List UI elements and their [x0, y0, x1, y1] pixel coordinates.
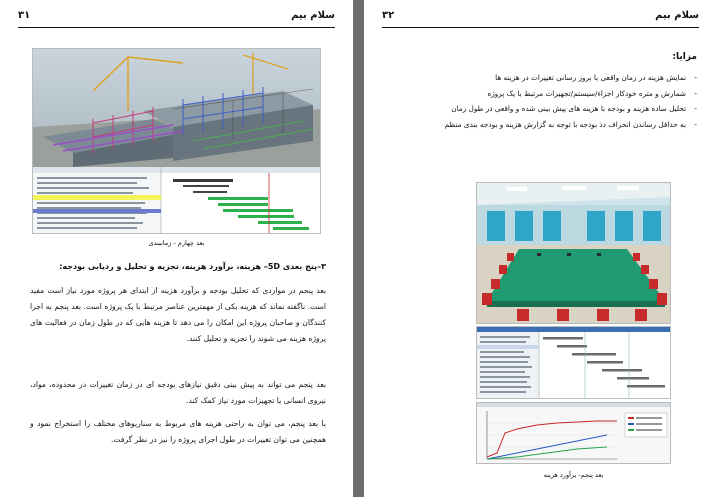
advantage-item: - به حداقل رساندن انحراف دذ بودجه با توجه به گزارش هزینه و بودجه بندی منظم — [407, 117, 697, 133]
meeting-room-image — [477, 183, 671, 324]
left-header-title: سلام بیم — [291, 10, 335, 21]
advantage-item: - شمارش و متره خودکار اجزاء/سیستم/تجهیزات مرتبط با یک پروژه — [407, 86, 697, 102]
right-page-number: ۳۲ — [382, 10, 395, 21]
right-running-head — [382, 10, 699, 28]
cost-curve-image — [477, 403, 671, 464]
cost-schedule-image — [477, 327, 671, 399]
cost-schedule-figure — [476, 326, 671, 399]
right-figure-caption: بعد پنجم- برآورد هزینه — [543, 471, 604, 479]
left-figure-caption: بعد چهارم - زمانبندی — [148, 239, 205, 247]
section-heading: ۳–پنج بعدی 5D– هزینه، برآورد هزینه، تجزیه و تحلیل و ردیابی بودجه: — [59, 262, 326, 271]
bim-4d-figure — [32, 48, 321, 234]
advantages-list — [407, 70, 697, 132]
paragraph-1: بعد پنجم در مواردی که تحلیل بودجه و برآورد هزینه از ابتدای هر پروژه مورد نیاز است مفید است. ناگفته نماند که هزینه یکی از مهمترین عناصر مرتبط با یک پروژه است. بعد پنجم به اجرا کنندگان و صاحبان پروژه این امکان را می دهد تا هزینه هایی که در طول زمان در فعالیت های پروژه هزینه می شوند را تجزیه و تحلیل کنند. — [30, 286, 326, 343]
left-page-number: ۳۱ — [18, 10, 31, 21]
right-page — [364, 0, 717, 497]
left-running-head — [18, 10, 335, 28]
advantage-item: - نمایش هزینه در زمان واقعی با بروز رسانی تغییرات در هزینه ها — [407, 70, 697, 86]
advantage-item: - تحلیل ساده هزینه و بودجه با هزینه های پیش بینی شده و واقعی در طول زمان — [407, 101, 697, 117]
right-header-title: سلام بیم — [655, 10, 699, 21]
paragraph-2: بعد پنجم می تواند به پیش بینی دقیق نیازهای بودجه ای در زمان تغییرات در محدوده، مواد، نیروی انسانی یا تجهیزات مورد نیاز کمک کند. — [30, 380, 326, 405]
bim-4d-image — [33, 49, 321, 234]
left-page — [0, 0, 353, 497]
cost-curve-figure — [476, 402, 671, 464]
advantages-title: مزایا: — [672, 52, 697, 62]
meeting-room-figure — [476, 182, 671, 324]
paragraph-3: با بعد پنجم، می توان به راحتی هزینه های مربوط به سناریوهای مختلف را استخراج نمود و همچنین می توان تغییرات در طول اجرای پروژه را نیز در نظر گرفت. — [30, 419, 326, 444]
